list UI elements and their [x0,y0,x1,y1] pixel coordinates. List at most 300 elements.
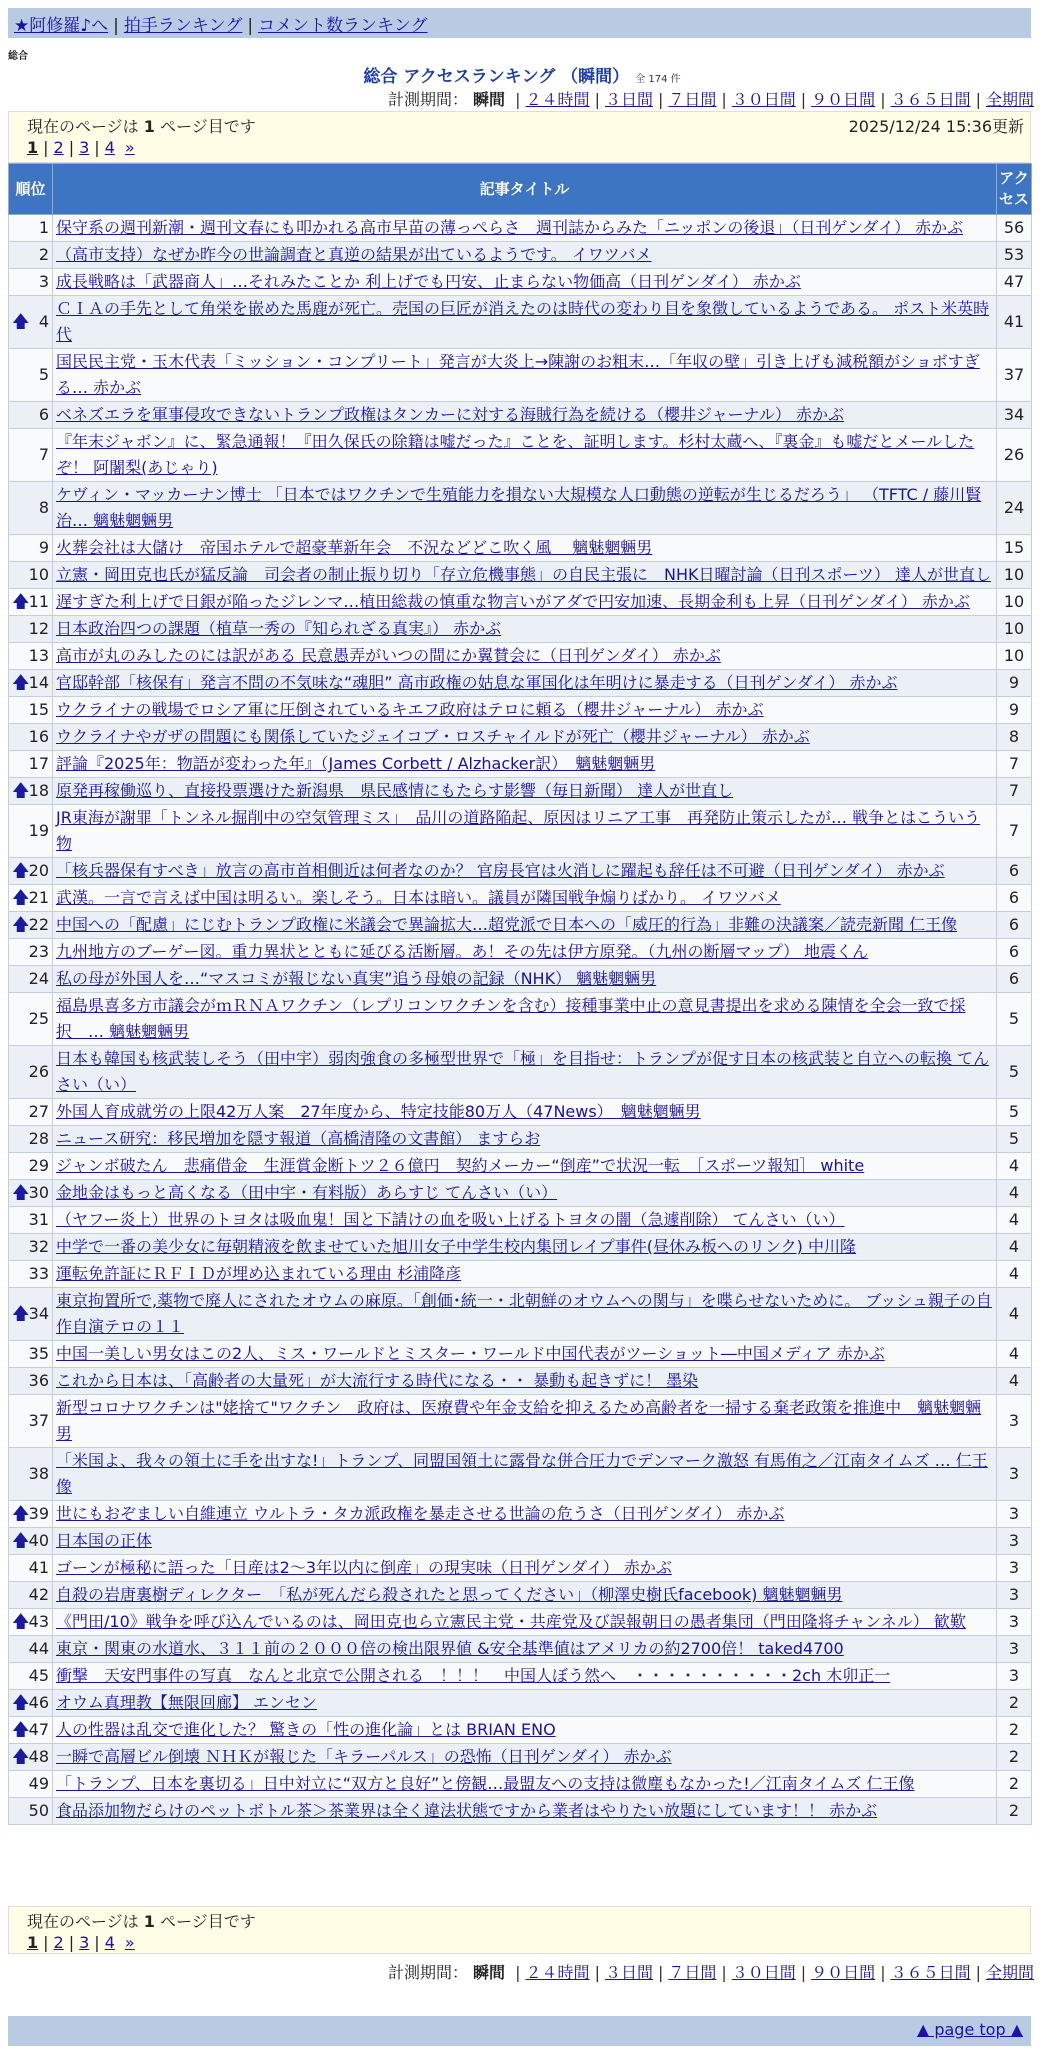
rank-cell [9,643,53,670]
rank-cell [9,993,53,1046]
article-title-link[interactable]: ジャンボ破たん 悲痛借金 生涯賞金断トツ２６億円 契約メーカー“倒産”で状況一転 ［スポーツ報知］ white [56,1156,865,1175]
pager-next-link[interactable]: » [124,138,135,157]
article-title-link[interactable]: 立憲・岡田克也氏が猛反論 司会者の制止振り切り「存立危機事態」の自民主張に NHK日曜討論（日刊スポーツ） 達人が世直し [56,565,991,584]
period-option-link[interactable]: ７日間 [668,90,717,109]
rank-up-arrow-icon: 🡅 [12,1747,30,1767]
rank-cell [9,482,53,535]
access-count: 4 [997,1153,1032,1180]
period-separator: | [594,1963,600,1982]
rank-number: 46 [28,1693,49,1712]
access-count: 3 [997,1528,1032,1555]
table-row [9,805,1032,858]
article-title-link[interactable]: ニュース研究：移民増加を隠す報道（高橋清隆の文書館） ますらお [56,1129,541,1148]
current-page-suffix: ページ目です [154,117,256,136]
access-count: 2 [997,1771,1032,1798]
article-title-link[interactable]: 「米国よ、我々の領土に手を出すな!」トランプ、同盟国領土に露骨な併合圧力でデンマーク激怒 有馬侑之／江南タイムズ … 仁王像 [56,1451,988,1496]
rank-number: 20 [28,861,49,880]
title-cell [53,1288,997,1341]
article-title-link[interactable]: 食品添加物だらけのペットボトル茶＞茶業界は全く違法状態ですから業者はやりたい放題にしています！！ 赤かぶ [56,1801,878,1820]
access-count: 47 [997,269,1032,296]
rank-number: 45 [28,1666,49,1685]
rank-cell [9,1099,53,1126]
rank-up-arrow-icon: 🡅 [12,1720,30,1740]
title-cell [53,1771,997,1798]
nav-separator: | [247,16,254,36]
pager-top [27,138,1020,157]
period-option-link[interactable]: ３６５日間 [890,1963,971,1982]
period-option-link[interactable]: ２４時間 [525,90,590,109]
pager-page-link[interactable]: 2 [53,138,64,157]
table-row [9,1099,1032,1126]
pager-page-link[interactable]: 2 [53,1933,64,1952]
article-title-link[interactable]: 中学で一番の美少女に毎朝精液を飲ませていた旭川女子中学生校内集団レイプ事件(昼休み板へのリンク) 中川隆 [56,1237,856,1256]
period-option-link[interactable]: 全期間 [985,90,1034,109]
pager-separator: | [94,1933,100,1952]
article-title-link[interactable]: JR東海が謝罪「トンネル掘削中の空気管理ミス」 品川の道路陥起、原因はリニア工事 再発防止策示したが… 戦争とはこういう物 [56,808,981,853]
rank-cell [9,1663,53,1690]
table-row [9,1609,1032,1636]
title-cell [53,1395,997,1448]
pager-separator: | [68,1933,75,1952]
article-title-link[interactable]: 官邸幹部「核保有」発言不問の不気味な“魂胆” 高市政権の姑息な軍国化は年明けに暴走する（日刊ゲンダイ） 赤かぶ [56,673,898,692]
access-count: 4 [997,1341,1032,1368]
article-title-link[interactable]: 国民民主党・玉木代表「ミッション・コンプリート」発言が大炎上→陳謝のお粗末…「年収の壁」引き上げも減税額がショボすぎる… 赤かぶ [56,352,980,397]
rank-cell [9,1798,53,1825]
period-separator: | [800,90,807,109]
rank-cell [9,1448,53,1501]
category-label: 総合 [8,51,28,62]
period-option-link[interactable]: ３６５日間 [890,90,971,109]
title-cell [53,1798,997,1825]
table-row [9,1717,1032,1744]
rank-cell [9,215,53,242]
title-cell [53,1261,997,1288]
pager-bottom [27,1933,1020,1952]
access-count: 6 [997,858,1032,885]
table-row [9,616,1032,643]
period-option-link[interactable]: ３日間 [604,90,653,109]
title-cell [53,1046,997,1099]
title-cell [53,1690,997,1717]
table-row [9,912,1032,939]
rank-number: 26 [28,1062,49,1081]
table-row [9,1046,1032,1099]
rank-cell [9,939,53,966]
article-title-link[interactable]: 日本国の正体 [56,1531,153,1550]
article-title-link[interactable]: 《門田/10》戦争を呼び込んでいるのは、岡田克也ら立憲民主党・共産党及び誤報朝日の愚者集団（門田隆将チャンネル） 歓歎 [56,1612,966,1631]
article-title-link[interactable]: 中国への「配慮」にじむトランプ政権に米議会で異論拡大…超党派で日本への「威圧的行為」非難の決議案／読売新聞 仁王像 [56,915,958,934]
rank-cell [9,724,53,751]
rank-up-arrow-icon: 🡅 [12,1504,30,1524]
access-count: 56 [997,215,1032,242]
title-cell [53,1341,997,1368]
page-top-link[interactable]: ▲ page top ▲ [916,2020,1023,2039]
rank-number: 28 [28,1129,49,1148]
table-row [9,535,1032,562]
access-count: 15 [997,535,1032,562]
table-row [9,1207,1032,1234]
period-separator: | [721,90,727,109]
table-row [9,269,1032,296]
access-count: 4 [997,1288,1032,1341]
article-title-link[interactable]: ゴーンが極秘に語った「日産は2～3年以内に倒産」の現実味（日刊ゲンダイ） 赤かぶ [56,1558,672,1577]
table-row [9,1180,1032,1207]
title-cell [53,535,997,562]
article-title-link[interactable]: これから日本は、「高齢者の大量死」が大流行する時代になる・・ 暴動も起きずに！ 墨染 [56,1371,699,1390]
table-row [9,643,1032,670]
access-count: 4 [997,1207,1032,1234]
title-cell [53,589,997,616]
table-row [9,778,1032,805]
article-title-link[interactable]: 福島県喜多方市議会がｍＲＮＡワクチン（レプリコンワクチンを含む）接種事業中止の意見書提出を求める陳情を全会一致で採択 … 魑魅魍魎男 [56,996,966,1041]
pager-separator: | [43,1933,49,1952]
article-title-link[interactable]: 『年末ジャボン』に、緊急通報！『田久保氏の除籍は嘘だった』ことを、証明します。杉村太蔵へ、『裏金』も嘘だとメールしたぞ！ 阿闍梨(あじゃり) [56,432,975,477]
rank-number: 22 [28,915,49,934]
pager-page-link[interactable]: 4 [104,1933,115,1952]
rank-number: 13 [28,646,49,665]
rank-number: 9 [38,538,49,557]
table-row [9,939,1032,966]
title-cell [53,1180,997,1207]
access-count: 10 [997,589,1032,616]
access-count: 6 [997,966,1032,993]
bottom-bar [8,2016,1031,2046]
current-page-prefix: 現在のページは [27,1912,144,1931]
title-cell [53,349,997,402]
article-title-link[interactable]: 外国人育成就労の上限42万人案 27年度から、特定技能80万人（47News） 魑魅魍魎男 [56,1102,701,1121]
access-count: 10 [997,616,1032,643]
access-count: 4 [997,1234,1032,1261]
article-title-link[interactable]: 武漢。一言で言えば中国は明るい。楽しそう。日本は暗い。議員が隣国戦争煽りばかり。 イワツバメ [56,888,781,907]
rank-cell [9,429,53,482]
article-title-link[interactable]: ウクライナの戦場でロシア軍に圧倒されているキエフ政府はテロに頼る（櫻井ジャーナル） 赤かぶ [56,700,764,719]
rank-number: 4 [38,312,49,331]
pager-separator: | [68,138,75,157]
access-count: 3 [997,1501,1032,1528]
rank-up-arrow-icon: 🡅 [12,592,30,612]
access-count: 8 [997,724,1032,751]
rank-up-arrow-icon: 🡅 [12,1693,30,1713]
rank-number: 21 [28,888,49,907]
rank-cell [9,1341,53,1368]
title-cell [53,242,997,269]
article-title-link[interactable]: 評論『2025年：物語が変わった年』（James Corbett / Alzhacker訳） 魑魅魍魎男 [56,754,656,773]
title-cell [53,805,997,858]
page-title-text: 総合 アクセスランキング （瞬間） [363,67,630,87]
title-cell [53,1663,997,1690]
access-count: 5 [997,1046,1032,1099]
article-title-link[interactable]: 遅すぎた利上げで日銀が陥ったジレンマ…植田総裁の慎重な物言いがアダで円安加速、長期金利も上昇（日刊ゲンダイ） 赤かぶ [56,592,970,611]
access-count: 24 [997,482,1032,535]
rank-up-arrow-icon: 🡅 [12,1531,30,1551]
rank-up-arrow-icon: 🡅 [12,915,30,935]
rank-cell [9,349,53,402]
article-title-link[interactable]: オウム真理教【無限回廊】 エンセン [56,1693,317,1712]
article-title-link[interactable]: 九州地方のブーゲー図。重力異状とともに延びる活断層。あ！その先は伊方原発。（九州の断層マップ） 地震くん [56,942,869,961]
access-count: 34 [997,402,1032,429]
ranking-body [9,215,1032,1825]
table-row [9,1501,1032,1528]
article-title-link[interactable]: 人の性器は乱交で進化した？ 驚きの「性の進化論」とは BRIAN ENO [56,1720,556,1739]
rank-cell [9,1528,53,1555]
title-cell [53,1153,997,1180]
access-count: 2 [997,1690,1032,1717]
period-separator: | [975,90,981,109]
clap-ranking-link[interactable]: 拍手ランキング [123,16,243,36]
home-link[interactable]: ★阿修羅♪へ [14,16,109,36]
top-nav [8,8,1031,38]
period-option-link[interactable]: ３日間 [604,1963,653,1982]
title-cell [53,1234,997,1261]
rank-cell [9,885,53,912]
title-cell [53,670,997,697]
title-cell [53,1609,997,1636]
rank-number: 25 [28,1009,49,1028]
article-title-link[interactable]: （高市支持）なぜか昨今の世論調査と真逆の結果が出ているようです。 イワツバメ [56,245,652,264]
rank-number: 17 [28,754,49,773]
table-row [9,215,1032,242]
rank-cell [9,616,53,643]
rank-cell [9,1180,53,1207]
rank-number: 16 [28,727,49,746]
table-row [9,993,1032,1046]
article-title-link[interactable]: 火葬会社は大儲け 帝国ホテルで超豪華新年会 不況などどこ吹く風 魑魅魍魎男 [56,538,653,557]
table-row [9,402,1032,429]
rank-number: 39 [28,1504,49,1523]
article-title-link[interactable]: 新型コロナワクチンは"姥捨て"ワクチン 政府は、医療費や年金支給を抑えるため高齢者を一掃する棄老政策を推進中 魑魅魍魎男 [56,1398,982,1443]
period-option-link[interactable]: ３０日間 [731,1963,796,1982]
pager-page-link[interactable]: 3 [79,1933,90,1952]
article-title-link[interactable]: ケヴィン・マッカーナン博士 「日本ではワクチンで生殖能力を損ない大規模な人口動態の逆転が生じるだろう」 （TFTC / 藤川賢治… 魑魅魍魎男 [56,485,982,530]
title-cell [53,1368,997,1395]
table-row [9,296,1032,349]
period-current: 瞬間 [473,1963,506,1982]
table-row [9,1690,1032,1717]
title-cell [53,1099,997,1126]
access-count: 5 [997,993,1032,1046]
title-cell [53,643,997,670]
current-page-number: 1 [143,1912,155,1931]
period-option-link[interactable]: ３０日間 [731,90,796,109]
article-title-link[interactable]: 日本政治四つの課題（植草一秀の『知られざる真実』） 赤かぶ [56,619,502,638]
access-count: 53 [997,242,1032,269]
pager-current: 1 [27,138,39,157]
rank-cell [9,1717,53,1744]
table-row [9,1636,1032,1663]
pager-page-link[interactable]: 3 [79,138,90,157]
article-title-link[interactable]: 一瞬で高層ビル倒壊 ＮＨＫが報じた「キラーパルス」の恐怖（日刊ゲンダイ） 赤かぶ [56,1747,672,1766]
table-row [9,1744,1032,1771]
title-cell [53,858,997,885]
table-row [9,1234,1032,1261]
rank-up-arrow-icon: 🡅 [12,673,30,693]
title-cell [53,724,997,751]
period-links [510,1963,1034,1982]
period-selector-bottom [388,1960,1034,1983]
col-title-header: 記事タイトル [53,164,997,215]
article-title-link[interactable]: 「トランプ、日本を裏切る」日中対立に“双方と良好”と傍観…最盟友への支持は微塵もなかった!／江南タイムズ 仁王像 [56,1774,915,1793]
rank-number: 2 [38,245,49,264]
title-cell [53,993,997,1046]
article-title-link[interactable]: 「核兵器保有すべき」放言の高市首相側近は何者なのか？ 官房長官は火消しに躍起も辞任は不可避（日刊ゲンダイ） 赤かぶ [56,861,945,880]
table-row [9,1448,1032,1501]
access-count: 2 [997,1798,1032,1825]
period-selector-top [388,87,1034,110]
title-cell [53,912,997,939]
title-cell [53,562,997,589]
title-cell [53,1636,997,1663]
rank-cell [9,1395,53,1448]
table-row [9,562,1032,589]
table-row [9,482,1032,535]
access-count: 9 [997,697,1032,724]
rank-number: 12 [28,619,49,638]
access-count: 6 [997,939,1032,966]
title-cell [53,1717,997,1744]
title-cell [53,482,997,535]
rank-number: 11 [28,592,49,611]
rank-cell [9,1153,53,1180]
access-count: 7 [997,805,1032,858]
rank-number: 32 [28,1237,49,1256]
access-count: 4 [997,1261,1032,1288]
article-title-link[interactable]: 自殺の岩唐裏樹ディレクター 「私が死んだら殺されたと思ってください」（柳澤史樹氏facebook) 魑魅魍魎男 [56,1585,843,1604]
article-title-link[interactable]: ウクライナやガザの問題にも関係していたジェイコブ・ロスチャイルドが死亡（櫻井ジャーナル） 赤かぶ [56,727,810,746]
period-separator: | [515,1963,521,1982]
article-title-link[interactable]: 東京・関東の水道水、３１１前の２０００倍の検出限界値 &安全基準値はアメリカの約2700倍！ taked4700 [56,1639,844,1658]
article-title-link[interactable]: 世にもおぞましい自維連立 ウルトラ・タカ派政権を暴走させる世論の危うさ（日刊ゲンダイ） 赤かぶ [56,1504,785,1523]
article-title-link[interactable]: 高市が丸のみしたのには訳がある 民意愚弄がいつの間にか翼賛会に（日刊ゲンダイ） 赤かぶ [56,646,721,665]
period-option-link[interactable]: ７日間 [668,1963,717,1982]
title-cell [53,402,997,429]
rank-number: 23 [28,942,49,961]
table-row [9,1261,1032,1288]
col-access-header: アクセス [997,164,1032,215]
rank-number: 41 [28,1558,49,1577]
period-option-link[interactable]: ２４時間 [525,1963,590,1982]
rank-number: 8 [38,498,49,517]
table-row [9,1395,1032,1448]
period-current: 瞬間 [473,90,506,109]
rank-number: 34 [28,1304,49,1323]
rank-number: 29 [28,1156,49,1175]
total-count: 全 174 件 [635,74,681,85]
title-cell [53,778,997,805]
rank-number: 38 [28,1464,49,1483]
title-cell [53,697,997,724]
title-cell [53,269,997,296]
article-title-link[interactable]: （ヤフー炎上）世界のトヨタは吸血鬼！国と下請けの血を吸い上げるトヨタの闇（急遽削除） てんさい（い） [56,1210,845,1229]
rank-number: 47 [28,1720,49,1739]
table-row [9,751,1032,778]
current-page-box-top [8,111,1031,163]
pager-page-link[interactable]: 4 [104,138,115,157]
period-label: 計測期間： [387,1963,468,1982]
current-page-suffix: ページ目です [154,1912,256,1931]
period-option-link[interactable]: ９０日間 [811,1963,876,1982]
rank-cell [9,1126,53,1153]
access-count: 10 [997,643,1032,670]
article-title-link[interactable]: 保守系の週刊新潮・週刊文春にも叩かれる高市早苗の薄っぺらさ 週刊誌からみた「ニッポンの後退」（日刊ゲンダイ） 赤かぶ [56,218,964,237]
title-cell [53,1582,997,1609]
article-title-link[interactable]: ベネズエラを軍事侵攻できないトランプ政権はタンカーに対する海賊行為を続ける（櫻井ジャーナル） 赤かぶ [56,405,844,424]
rank-cell [9,562,53,589]
access-count: 3 [997,1395,1032,1448]
article-title-link[interactable]: ＣＩＡの手先として角栄を嵌めた馬鹿が死亡。売国の巨匠が消えたのは時代の変わり目を象徴しているようである。 ポスト米英時代 [56,299,990,344]
article-title-link[interactable]: 原発再稼働巡り、直接投票選けた新潟県 県民感情にもたらす影響（毎日新聞） 達人が世直し [56,781,734,800]
article-title-link[interactable]: 中国一美しい男女はこの2人、ミス・ワールドとミスター・ワールド中国代表がツーショット―中国メディア 赤かぶ [56,1344,885,1363]
article-title-link[interactable]: 東京拘置所で,薬物で廃人にされたオウムの麻原。「創価･統一・北朝鮮のオウムへの関与」を喋らせないために。 ブッシュ親子の自作自演テロの１１ [56,1291,992,1336]
article-title-link[interactable]: 私の母が外国人を…“マスコミが報じない真実”追う母娘の記録（NHK） 魑魅魍魎男 [56,969,657,988]
title-cell [53,1744,997,1771]
ranking-table [8,163,1032,1825]
access-count: 2 [997,1717,1032,1744]
table-row [9,1555,1032,1582]
rank-cell [9,242,53,269]
comment-ranking-link[interactable]: コメント数ランキング [258,16,428,36]
rank-number: 14 [28,673,49,692]
rank-number: 36 [28,1371,49,1390]
rank-cell [9,1288,53,1341]
title-cell [53,751,997,778]
period-separator: | [657,1963,664,1982]
title-cell [53,885,997,912]
period-option-link[interactable]: ９０日間 [811,90,876,109]
rank-number: 49 [28,1774,49,1793]
table-row [9,1798,1032,1825]
rank-number: 7 [38,445,49,464]
article-title-link[interactable]: 運転免許証にＲＦＩＤが埋め込まれている理由 杉浦降彦 [56,1264,462,1283]
table-row [9,1528,1032,1555]
rank-cell [9,1046,53,1099]
table-row [9,1582,1032,1609]
article-title-link[interactable]: 金地金はもっと高くなる（田中宇・有料版）あらすじ てんさい（い） [56,1183,558,1202]
pager-next-link[interactable]: » [124,1933,135,1952]
rank-number: 43 [28,1612,49,1631]
rank-number: 10 [28,565,49,584]
title-cell [53,616,997,643]
rank-cell [9,1771,53,1798]
rank-number: 44 [28,1639,49,1658]
access-count: 6 [997,912,1032,939]
rank-cell [9,1368,53,1395]
rank-number: 37 [28,1411,49,1430]
title-cell [53,429,997,482]
title-cell [53,1555,997,1582]
rank-cell [9,751,53,778]
period-option-link[interactable]: 全期間 [985,1963,1034,1982]
article-title-link[interactable]: 衝撃 天安門事件の写真 なんと北京で公開される ！！！ 中国人ぼう然へ ・・・・・・・・・・2ch 木卯正一 [56,1666,891,1685]
rank-cell [9,1261,53,1288]
nav-separator: | [113,16,119,36]
rank-number: 30 [28,1183,49,1202]
rank-number: 48 [28,1747,49,1766]
period-separator: | [880,1963,886,1982]
article-title-link[interactable]: 日本も韓国も核武装しそう（田中宇）弱肉強食の多極型世界で「極」を目指せ：トランプが促す日本の核武装と自立への転換 てんさい（い） [56,1049,990,1094]
table-row [9,242,1032,269]
rank-cell [9,1582,53,1609]
rank-up-arrow-icon: 🡅 [12,1183,30,1203]
period-separator: | [594,90,600,109]
access-count: 3 [997,1582,1032,1609]
access-count: 41 [997,296,1032,349]
rank-up-arrow-icon: 🡅 [12,781,30,801]
article-title-link[interactable]: 成長戦略は「武器商人」…それみたことか 利上げでも円安、止まらない物価高（日刊ゲンダイ） 赤かぶ [56,272,801,291]
current-page-prefix: 現在のページは [27,117,144,136]
period-separator: | [975,1963,981,1982]
access-count: 3 [997,1636,1032,1663]
access-count: 4 [997,1368,1032,1395]
